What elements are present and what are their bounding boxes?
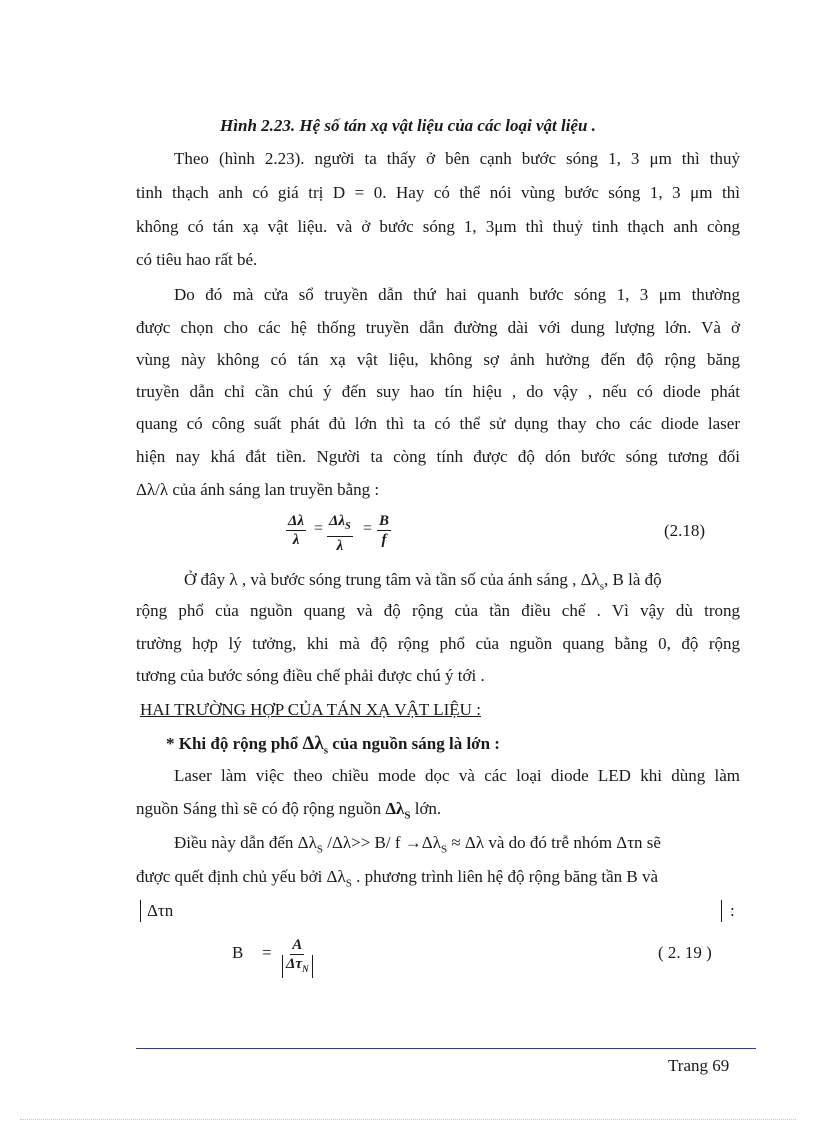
eq218-fraction-1	[286, 512, 306, 549]
para4-line1: Laser làm việc theo chiều mode dọc và các loại diode LED khi dùng làm	[174, 766, 740, 785]
para5-line1: Điều này dẫn đến $\Delta\lambda_S$ /Δλ>> B/ $f \to\Delta\lambda_S \approx \Delta\lambda$ và do đó trễ nhóm Δτn sẽ	[174, 833, 661, 856]
eq219-numerator: A	[292, 937, 303, 953]
para1-line3: không có tán xạ vật liệu. và ở bước sóng 1, 3μm thì thuỷ tinh thạch anh còng	[136, 217, 740, 236]
para2-line5: quang có công suất phát đủ lớn thì ta có thể sử dụng thay cho các diode laser	[136, 414, 740, 433]
eq218-f3-denominator: f	[381, 532, 387, 548]
para3-line4: tương của bước sóng điều chế phải được chú ý tới .	[136, 666, 485, 685]
eq218-f2-denominator: λ	[336, 538, 344, 554]
eq218-equals-2: =	[363, 520, 373, 537]
para2-line4: truyền dẫn chỉ cần chú ý đến suy hao tín hiệu , do vậy , nếu có diode phát	[136, 382, 740, 401]
para5-line3-right: :	[721, 900, 735, 922]
eq218-f2-numerator: $\Delta\lambda_S$	[327, 512, 353, 537]
para3-line2: rộng phổ của nguồn quang và độ rộng của tần điều chế . Vì vậy dù trong	[136, 601, 740, 620]
eq219-denominator: $\Delta\tau_N$	[282, 955, 313, 978]
eq218-f1-denominator: λ	[292, 532, 300, 548]
para3-line1: Ở đây λ , và bước sóng trung tâm và tần số của ánh sáng , $\Delta\lambda_s$, B là độ	[184, 570, 662, 593]
para2-line6: hiện nay khá đắt tiền. Người ta còng tính được độ dón bước sóng tương đối	[136, 447, 740, 466]
para1-line2: tinh thạch anh có giá trị D = 0. Hay có thể nói vùng bước sóng 1, 3 μm thì	[136, 183, 740, 202]
eq218-fraction-2	[327, 512, 353, 555]
page-bottom-border	[20, 1119, 796, 1120]
section-heading: HAI TRƯỜNG HỢP CỦA TÁN XẠ VẬT LIỆU :	[140, 700, 481, 719]
para5-line2: được quết định chủ yếu bởi $\Delta\lambda_S$ . phương trình liên hệ độ rộng băng tần B và	[136, 867, 659, 890]
para2-line2: được chọn cho các hệ thống truyền dẫn đường dài với dung lượng lớn. Và ở	[136, 318, 740, 337]
eq218-fraction-3	[377, 512, 391, 549]
para2-line1: Do đó mà cửa sổ truyền dẫn thứ hai quanh bước sóng 1, 3 μm thường	[174, 285, 740, 304]
eq219-fraction	[282, 936, 313, 978]
page-number: Trang 69	[668, 1056, 730, 1075]
para4-line2: nguồn Sáng thì sẽ có độ rộng nguồn $\Delta\lambda_S$ lớn.	[136, 799, 442, 822]
figure-caption: Hình 2.23. Hệ số tán xạ vật liệu của các loại vật liệu .	[220, 116, 596, 135]
equation-number-2-19: ( 2. 19 )	[658, 943, 712, 962]
para1-line4: có tiêu hao rất bé.	[136, 250, 258, 269]
para3-line3: trường hợp lý tưởng, khi mà độ rộng phổ của nguồn quang bằng 0, độ rộng	[136, 634, 740, 653]
eq218-equals-1: =	[314, 520, 324, 537]
eq219-equals: =	[262, 943, 272, 962]
para5-line3-left: Δτn	[140, 900, 173, 922]
eq218-f3-numerator: B	[379, 513, 390, 529]
subheading: * Khi độ rộng phổ $\Delta\lambda_s$ của nguồn sáng là lớn :	[166, 733, 500, 757]
para2-line3: vùng này không có tán xạ vật liệu, không sợ ảnh hưởng đến độ rộng băng	[136, 350, 740, 369]
eq219-lhs: B	[232, 943, 244, 962]
para1-line1: Theo (hình 2.23). người ta thấy ở bên cạnh bước sóng 1, 3 μm thì thuỷ	[174, 149, 740, 168]
eq218-f1-numerator: Δλ	[288, 513, 305, 529]
equation-number-2-18: (2.18)	[664, 521, 706, 540]
footer-rule	[136, 1048, 756, 1049]
para2-line7: Δλ/λ của ánh sáng lan truyền bằng :	[136, 480, 380, 499]
